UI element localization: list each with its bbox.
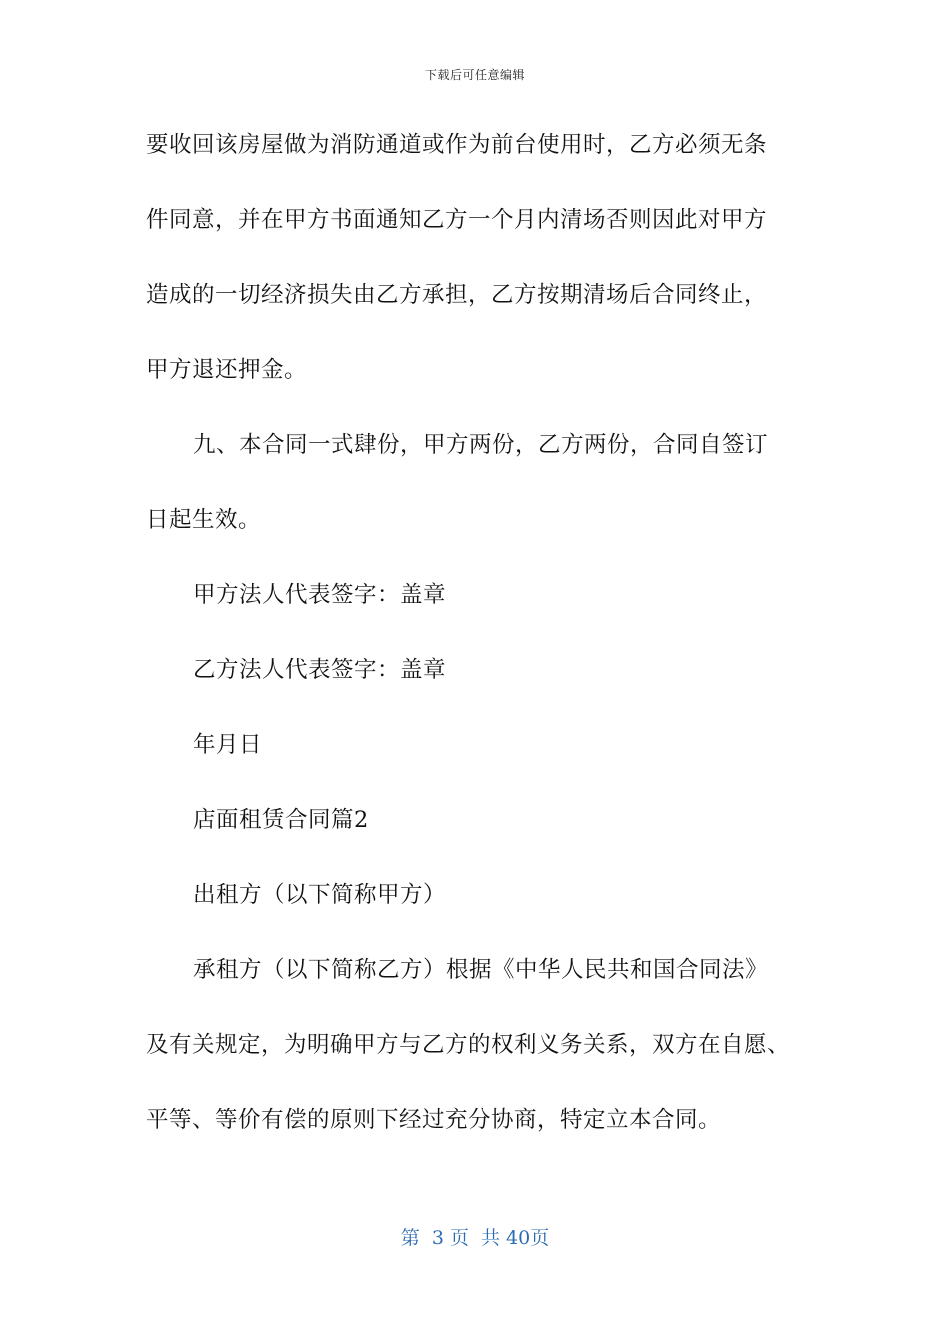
party-a-signature: 甲方法人代表签字：盖章 — [193, 582, 447, 608]
party-b-signature: 乙方法人代表签字：盖章 — [193, 657, 447, 683]
section-title: 店面租赁合同篇2 — [193, 807, 369, 833]
text-line: 造成的一切经济损失由乙方承担，乙方按期清场后合同终止， — [146, 282, 768, 308]
page-number: 第 3 页 共 40页 — [400, 1227, 550, 1249]
date-line: 年月日 — [193, 732, 263, 758]
lessee-line: 承租方（以下简称乙方）根据《中华人民共和国合同法》 — [193, 957, 769, 983]
page-header: 下载后可任意编辑 — [424, 68, 525, 82]
text-line: 甲方退还押金。 — [146, 357, 308, 383]
text-line: 要收回该房屋做为消防通道或作为前台使用时，乙方必须无条 — [146, 132, 768, 158]
lessor-line: 出租方（以下简称甲方） — [193, 882, 447, 908]
document-body — [146, 120, 816, 1170]
text-line: 件同意，并在甲方书面通知乙方一个月内清场否则因此对甲方 — [146, 207, 768, 233]
text-line: 日起生效。 — [146, 507, 262, 533]
text-line: 平等、等价有偿的原则下经过充分协商，特定立本合同。 — [146, 1107, 722, 1133]
text-line: 及有关规定，为明确甲方与乙方的权利义务关系，双方在自愿、 — [146, 1032, 791, 1058]
clause-nine: 九、本合同一式肆份，甲方两份，乙方两份，合同自签订 — [193, 432, 769, 458]
